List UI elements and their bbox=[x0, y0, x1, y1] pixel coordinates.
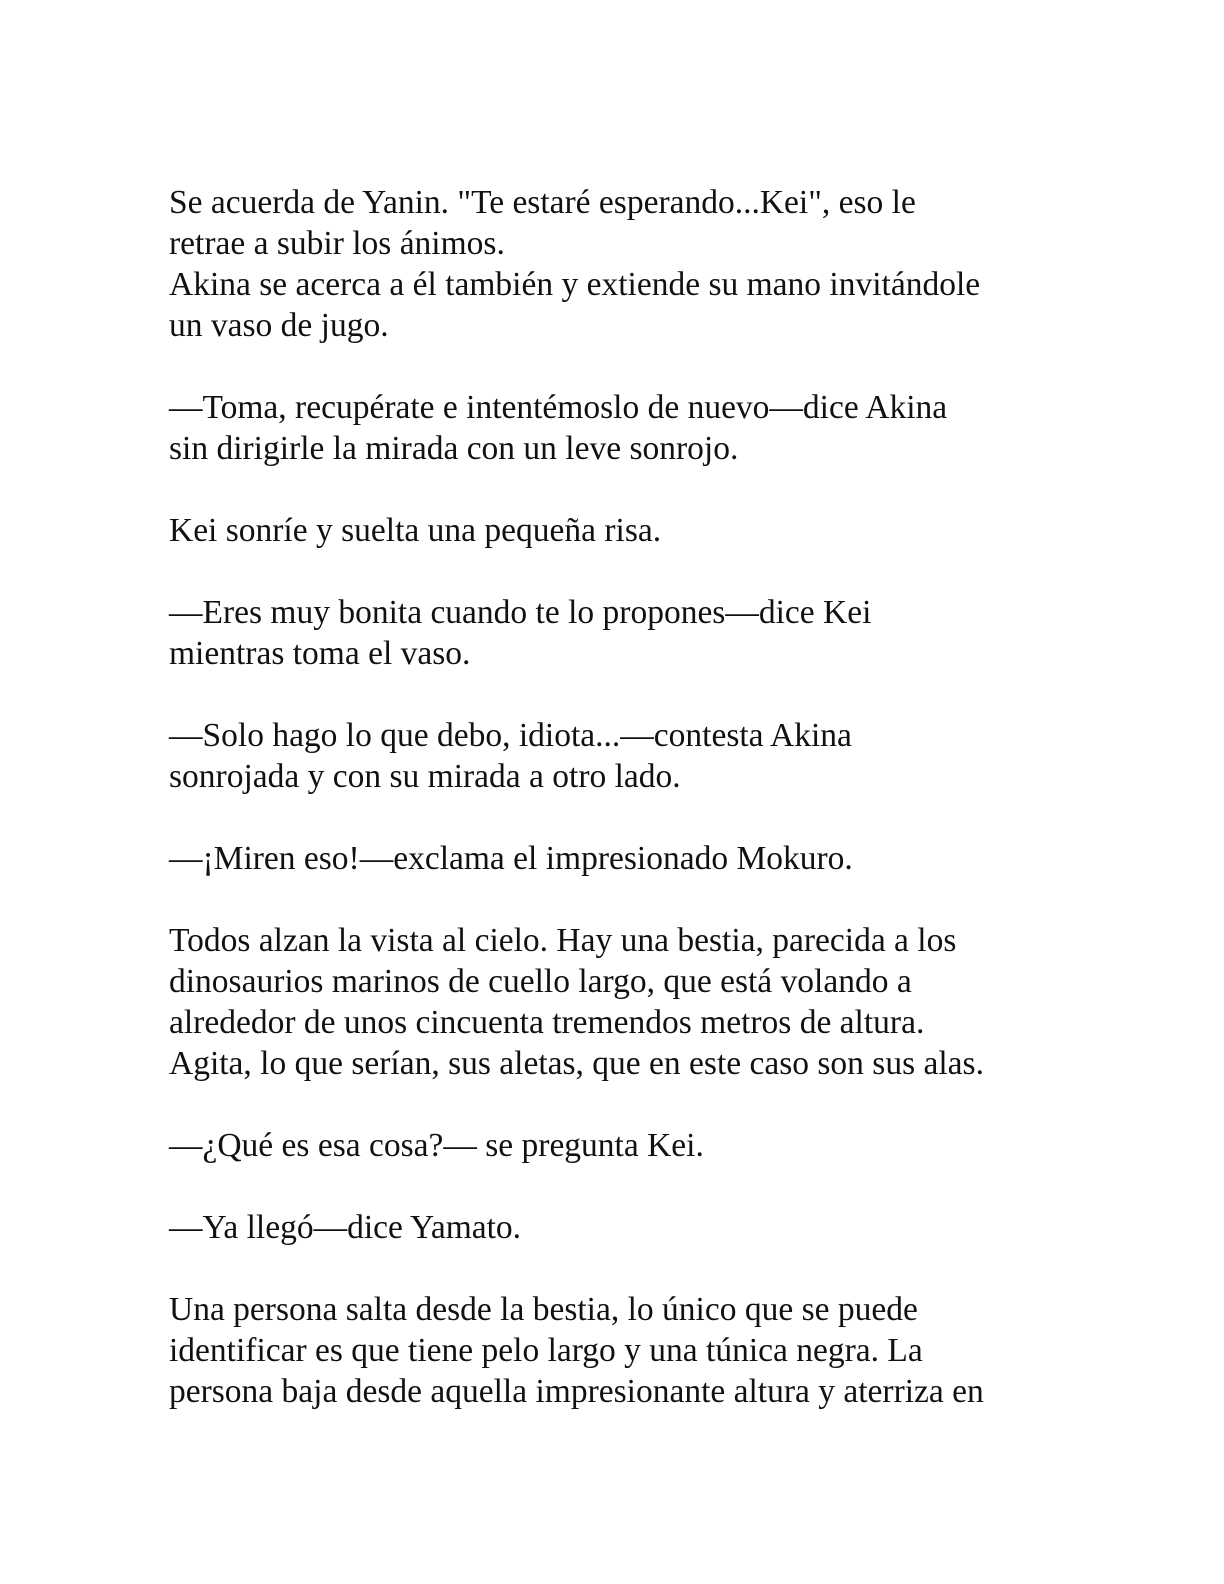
paragraph: —Ya llegó—dice Yamato. bbox=[169, 1209, 522, 1246]
paragraph: —Solo hago lo que debo, idiota...—contesta Akina sonrojada y con su mirada a otro lado. bbox=[169, 717, 852, 795]
paragraph: Se acuerda de Yanin. "Te estaré esperando...Kei", eso le retrae a subir los ánimos. bbox=[169, 184, 916, 262]
paragraph: —Eres muy bonita cuando te lo propones—dice Kei mientras toma el vaso. bbox=[169, 594, 872, 672]
document-page bbox=[169, 182, 1049, 1412]
paragraph: —¿Qué es esa cosa?— se pregunta Kei. bbox=[169, 1127, 704, 1164]
paragraph: Una persona salta desde la bestia, lo único que se puede identificar es que tiene pelo largo y una túnica negra. La persona baja desde aquella impresionante altura y aterriza en bbox=[169, 1291, 984, 1410]
paragraph: —¡Miren eso!—exclama el impresionado Mokuro. bbox=[169, 840, 853, 877]
paragraph: —Toma, recupérate e intentémoslo de nuevo—dice Akina sin dirigirle la mirada con un leve sonrojo. bbox=[169, 389, 948, 467]
paragraph: Todos alzan la vista al cielo. Hay una bestia, parecida a los dinosaurios marinos de cuello largo, que está volando a alrededor de unos cincuenta tremendos metros de altura. Agita, lo que serían, sus aletas, que en este caso son sus alas. bbox=[169, 922, 984, 1082]
paragraph: Akina se acerca a él también y extiende su mano invitándole un vaso de jugo. bbox=[169, 266, 981, 344]
paragraph: Kei sonríe y suelta una pequeña risa. bbox=[169, 512, 662, 549]
